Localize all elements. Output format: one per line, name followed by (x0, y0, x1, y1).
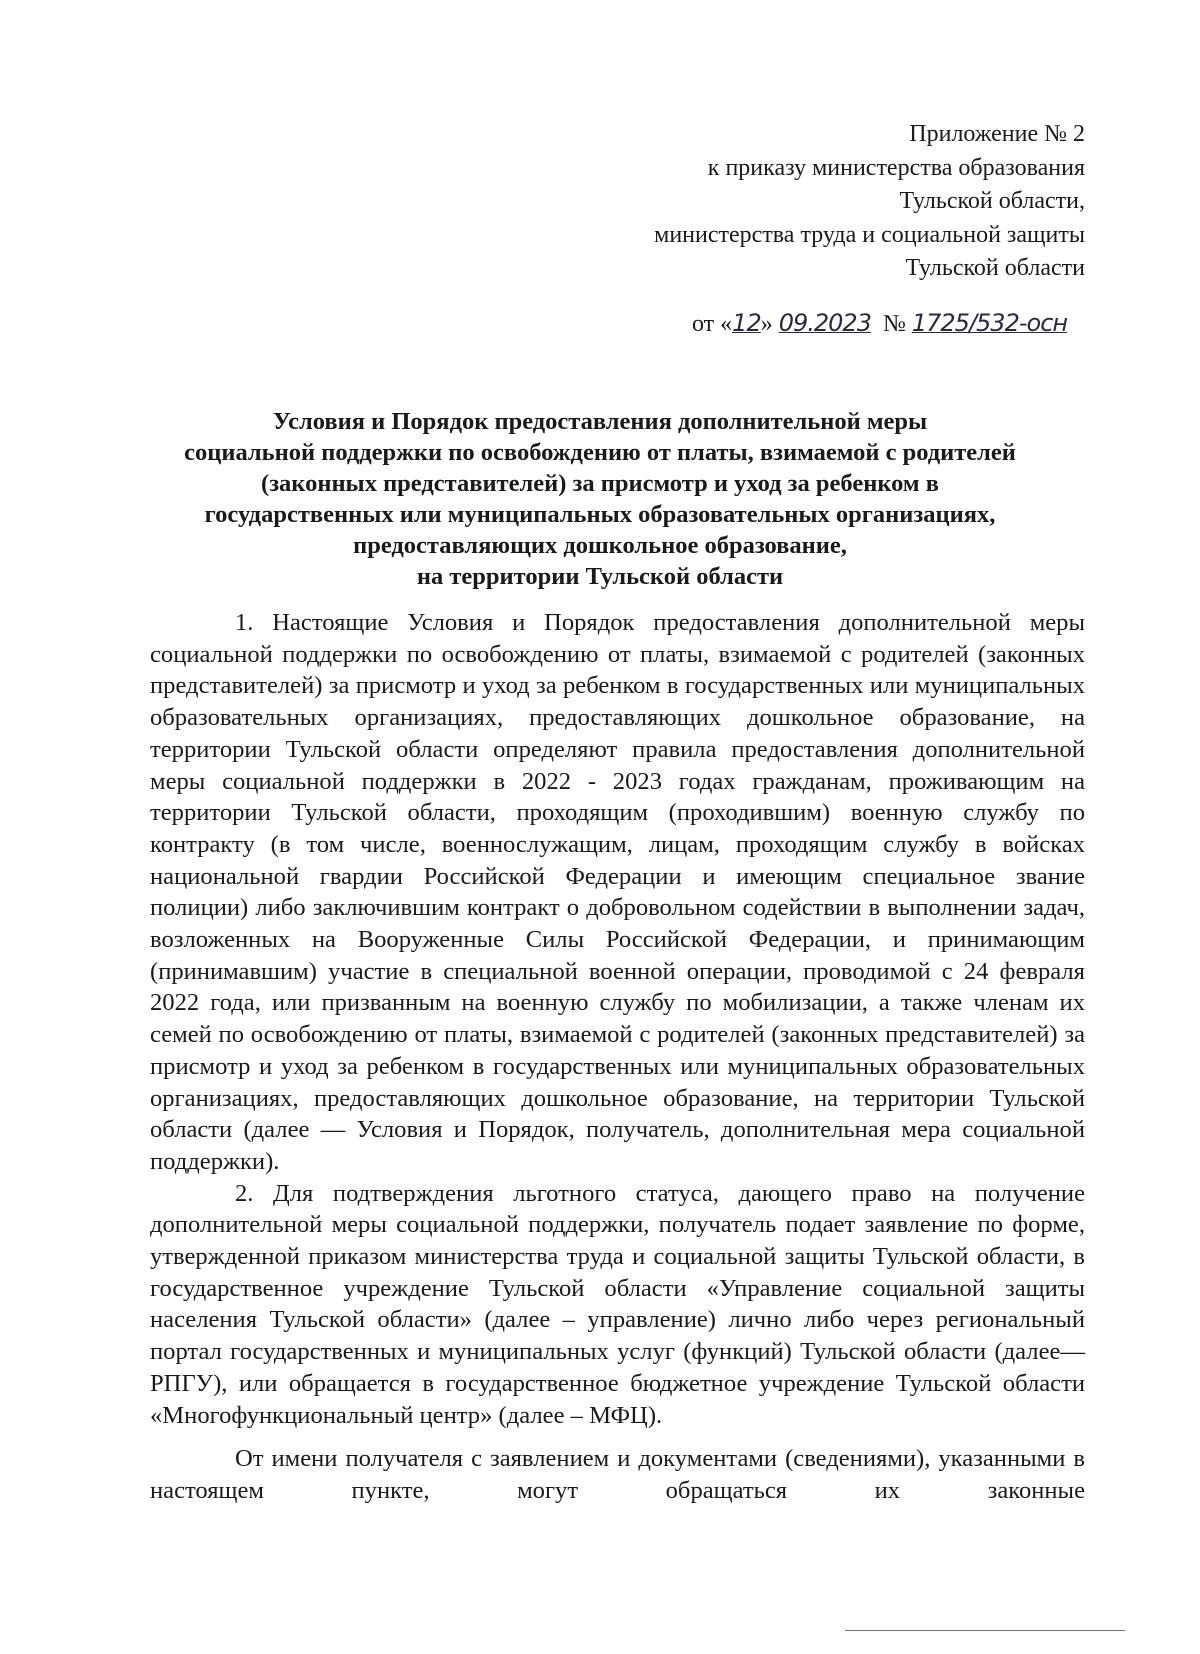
document-body (150, 607, 1085, 1507)
paragraph-2: 2. Для подтверждения льготного статуса, дающего право на получение дополнительной меры социальной поддержки, получатель подает заявление по форме, утвержденной приказом министерства труда и социальной защиты Тульской области, в государственное учреждение Тульской области «Управление социальной защиты населения Тульской области» (далее – управление) лично либо через региональный портал государственных и муниципальных услуг (функций) Тульской области (далее— РПГУ), или обращается в государственное бюджетное учреждение Тульской области «Многофункциональный центр» (далее – МФЦ). (150, 1179, 1085, 1429)
header-line: к приказу министерства образования (707, 154, 1085, 181)
title-line: социальной поддержки по освобождению от платы, взимаемой с родителей (184, 439, 1016, 466)
document-title (120, 406, 1080, 592)
title-line: на территории Тульской области (416, 563, 784, 590)
order-number-label: № (882, 311, 906, 337)
paragraph-3: От имени получателя с заявлением и документами (сведениями), указанными в настоящем пункте, могут обращаться их законные (150, 1445, 1085, 1504)
header-line: Приложение № 2 (909, 121, 1085, 147)
paragraph-1: 1. Настоящие Условия и Порядок предоставления дополнительной меры социальной поддержки по освобождению от платы, взимаемой с родителей (законных представителей) за присмотр и уход за ребенком в государственных или муниципальных образовательных организациях, предоставляющих дошкольное образование, на территории Тульской области определяют правила предоставления дополнительной меры социальной поддержки в 2022 - 2023 годах гражданам, проживающим на территории Тульской области, проходящим (проходившим) военную службу по контракту (в том числе, военнослужащим, лицам, проходящим службу в войсках национальной гвардии Российской Федерации и имеющим специальное звание полиции) либо заключившим контракт о добровольном содействии в выполнении задач, возложенных на Вооруженные Силы Российской Федерации, и принимающим (принимавшим) участие в специальной военной операции, проводимой с 24 февраля 2022 года, или призванным на военную службу по мобилизации, а также членам их семей по освобождению от платы, взимаемой с родителей (законных представителей) за присмотр и уход за ребенком в государственных или муниципальных образовательных организациях, предоставляющих дошкольное образование, на территории Тульской области (далее — Условия и Порядок, получатель, дополнительная мера социальной поддержки). (150, 609, 1085, 1175)
title-line: предоставляющих дошкольное образование, (353, 532, 847, 559)
title-line: государственных или муниципальных образовательных организациях, (204, 501, 996, 528)
order-day-close: » (760, 311, 773, 337)
order-number-handwritten: 1725/532-осн (911, 309, 1068, 337)
header-line: Тульской области (905, 255, 1085, 281)
order-date-handwritten: 09.2023 (778, 309, 871, 337)
order-from-label: от « (692, 311, 733, 337)
header-line: Тульской области, (899, 188, 1085, 214)
title-line: (законных представителей) за присмотр и уход за ребенком в (261, 470, 939, 497)
title-line: Условия и Порядок предоставления дополнительной меры (272, 408, 928, 435)
order-reference (692, 306, 1067, 341)
order-day-handwritten: 12 (732, 309, 761, 337)
header-line: министерства труда и социальной защиты (654, 221, 1085, 248)
appendix-header (654, 118, 1085, 286)
footer-divider (845, 1630, 1125, 1631)
